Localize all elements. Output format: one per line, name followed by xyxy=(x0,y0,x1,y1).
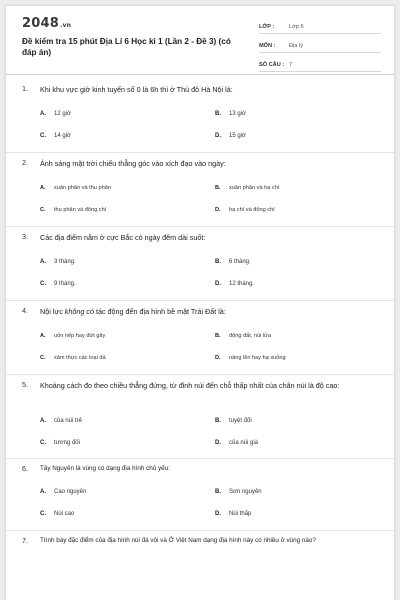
question-separator xyxy=(6,530,394,531)
question-number: 5. xyxy=(22,380,28,389)
option-c[interactable]: C. Núi cao xyxy=(40,511,75,517)
meta-subject-label: MÔN : xyxy=(259,42,276,49)
exam-meta xyxy=(259,20,381,77)
site-logo[interactable]: 2048.vn xyxy=(22,16,72,31)
question-5 xyxy=(22,380,382,446)
question-text: Ánh sáng mặt trời chiếu thẳng góc vào xích đạo vào ngày: xyxy=(40,159,226,168)
option-c[interactable]: C. thu phân và đông chí xyxy=(40,207,107,213)
question-4 xyxy=(22,306,382,361)
option-d[interactable]: D. nâng lên hay hạ xuống xyxy=(215,355,286,361)
question-separator xyxy=(6,152,394,153)
option-d[interactable]: D. 15 giờ xyxy=(215,133,246,139)
question-text: Trình bày đặc điểm của địa hình núi đá vôi và Ở Việt Nam dạng địa hình này có nhiều ở vùng nào? xyxy=(40,537,316,544)
meta-class-value: Lớp 6 xyxy=(289,23,304,30)
question-number: 7. xyxy=(22,536,28,545)
meta-count-value: 7 xyxy=(289,61,293,68)
exam-paper xyxy=(6,6,394,600)
exam-header xyxy=(6,6,394,68)
option-c[interactable]: C. 9 tháng. xyxy=(40,281,76,287)
option-d[interactable]: D. Núi thấp xyxy=(215,511,252,517)
meta-subject-value: Địa lý xyxy=(289,42,303,49)
question-number: 1. xyxy=(22,84,28,93)
option-c[interactable]: C. tương đối xyxy=(40,440,80,446)
option-d[interactable]: D. 12 tháng. xyxy=(215,281,255,287)
question-separator xyxy=(6,300,394,301)
question-text: Nội lực không có tác động đến địa hình bề mặt Trái Đất là: xyxy=(40,307,226,316)
question-2 xyxy=(22,158,382,213)
option-b[interactable]: B. xuân phân và hạ chí xyxy=(215,185,280,191)
option-a[interactable]: A. của núi trẻ xyxy=(40,418,83,424)
option-d[interactable]: D. của núi già xyxy=(215,440,259,446)
option-b[interactable]: B. 6 tháng. xyxy=(215,259,251,265)
question-number: 3. xyxy=(22,232,28,241)
option-b[interactable]: B. 13 giờ xyxy=(215,111,246,117)
question-number: 4. xyxy=(22,306,28,315)
option-b[interactable]: B. Sơn nguyên xyxy=(215,489,262,495)
question-text: Các địa điểm nằm ở cực Bắc có ngày đêm dài suốt: xyxy=(40,233,206,242)
meta-count-label: SỐ CÂU : xyxy=(259,61,285,68)
option-b[interactable]: B. động đất, núi lửa xyxy=(215,333,271,339)
question-3 xyxy=(22,232,382,287)
header-divider xyxy=(6,74,394,75)
question-separator xyxy=(6,374,394,375)
question-number: 2. xyxy=(22,158,28,167)
option-a[interactable]: A. uốn nếp hay đứt gãy xyxy=(40,333,106,339)
option-a[interactable]: A. Cao nguyên xyxy=(40,489,87,495)
option-a[interactable]: A. xuân phân và thu phân xyxy=(40,185,111,191)
question-6 xyxy=(22,464,382,517)
option-a[interactable]: A. 3 tháng. xyxy=(40,259,76,265)
option-c[interactable]: C. 14 giờ xyxy=(40,133,71,139)
question-1 xyxy=(22,84,382,139)
question-separator xyxy=(6,226,394,227)
meta-count xyxy=(259,58,381,72)
question-text: Tây Nguyên là vùng có dạng địa hình chủ yếu: xyxy=(40,465,170,472)
option-b[interactable]: B. tuyệt đối xyxy=(215,418,252,424)
question-separator xyxy=(6,458,394,459)
meta-class xyxy=(259,20,381,34)
question-emphasis: không có xyxy=(64,307,94,316)
question-7 xyxy=(22,536,382,546)
option-d[interactable]: D. hạ chí và đông chí xyxy=(215,207,275,213)
question-number: 6. xyxy=(22,464,28,473)
option-c[interactable]: C. xâm thực các loại đá xyxy=(40,355,106,361)
exam-title: Đề kiểm tra 15 phút Địa Lí 6 Học kì 1 (Lần 2 - Đề 3) (có đáp án) xyxy=(22,37,231,57)
meta-subject xyxy=(259,39,381,53)
question-text: Khi khu vực giờ kinh tuyến số 0 là 6h thì ở Thủ đô Hà Nội là: xyxy=(40,85,233,94)
question-text: Khoảng cách đo theo chiều thẳng đứng, từ đỉnh núi đến chỗ thấp nhất của chân núi là độ cao: xyxy=(40,381,340,390)
meta-class-label: LỚP : xyxy=(259,23,275,30)
option-a[interactable]: A. 12 giờ xyxy=(40,111,71,117)
